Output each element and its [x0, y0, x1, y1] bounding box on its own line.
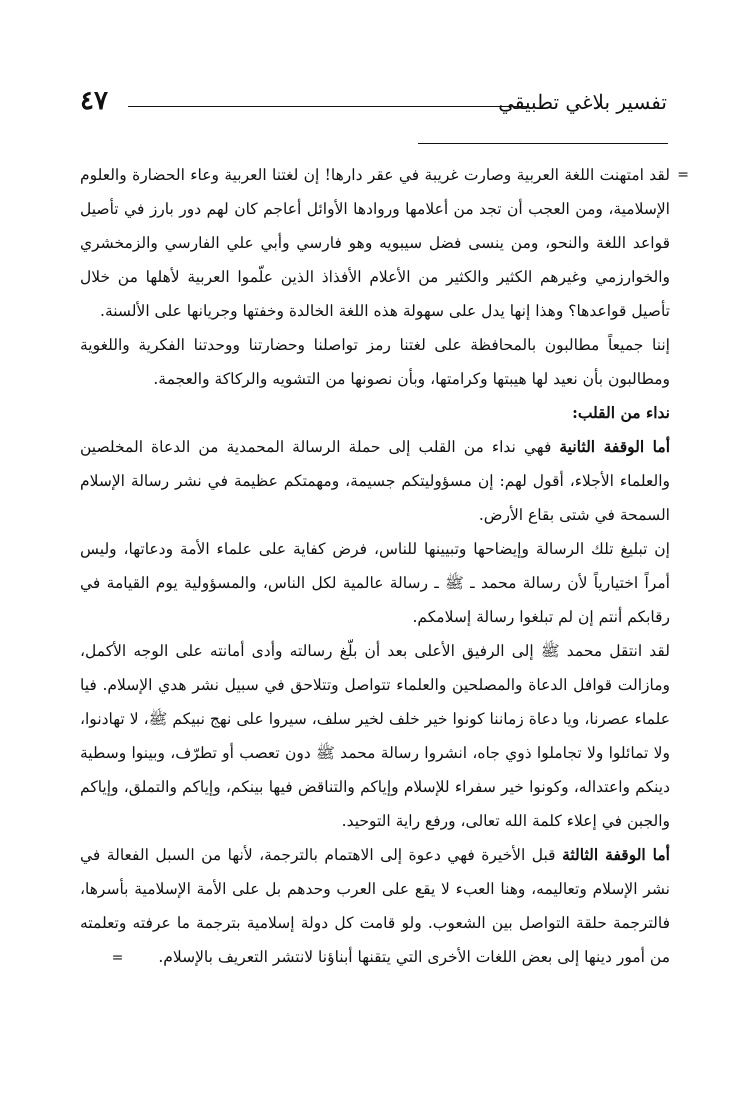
paragraph-1-text: لقد امتهنت اللغة العربية وصارت غريبة في عقر دارها! إن لغتنا العربية وعاء الحضارة والعلوم الإسلامية، ومن العجب أن تجد من أعلامها وروادها الأوائل أعاجم كان لهم دور بارز في تأصيل قواعد اللغة والنحو، ومن ينسى فضل سيبويه وهو فارسي وأبي علي الفارسي والزمخشري والخوارزمي وغيرهم الكثير والكثير من الأعلام الأفذاذ الذين علّموا العربية لأهلها من خلال تأصيل قواعدها؟ وهذا إنها يدل على سهولة هذه اللغة الخالدة وخفتها وجريانها على الألسنة. — [80, 166, 670, 320]
main-text — [80, 158, 689, 975]
continuation-marker: = — [677, 167, 689, 183]
paragraph-3-lead: أما الوقفة الثانية — [559, 437, 670, 456]
paragraph-1 — [80, 158, 689, 328]
section-heading: نداء من القلب: — [572, 403, 670, 422]
book-title: تفسير بلاغي تطبيقي — [498, 90, 667, 114]
paragraph-3-text: فهي نداء من القلب إلى حملة الرسالة المحمدية من الدعاة المخلصين والعلماء الأجلاء، أقول لهم: إن مسؤوليتكم جسيمة، ومهمتكم عظيمة في نشر رسالة الإسلام السمحة في شتى بقاع الأرض. — [80, 438, 670, 524]
end-marker: = — [111, 950, 124, 966]
header-rule — [128, 106, 527, 107]
paragraph-6-text: قبل الأخيرة فهي دعوة إلى الاهتمام بالترجمة، لأنها من السبل الفعالة في نشر الإسلام وتعاليمه، وهنا العبء لا يقع على العرب وحدهم بل على الأمة الإسلامية بأسرها، فالترجمة حلقة التواصل بين الشعوب. ولو قامت كل دولة إسلامية بترجمة ما عرفته وتعلمته من أمور دينها إلى بعض اللغات الأخرى التي يتقنها أبناؤنا لانتشر التعريف بالإسلام. — [80, 846, 670, 966]
paragraph-2: إننا جميعاً مطالبون بالمحافظة على لغتنا رمز تواصلنا وحضارتنا ووحدتنا الفكرية واللغوية ومطالبون بأن نعيد لها هيبتها وكرامتها، وبأن نصونها من التشويه والركاكة والعجمة. — [80, 336, 670, 388]
paragraph-6 — [80, 838, 670, 975]
paragraph-3 — [80, 430, 670, 532]
paragraph-5: لقد انتقل محمد ﷺ إلى الرفيق الأعلى بعد أن بلّغ رسالته وأدى أمانته على الوجه الأكمل، ومازالت قوافل الدعاة والمصلحين والعلماء تتواصل وتتلاحق في سبيل نشر هدي الإسلام. فيا علماء عصرنا، ويا دعاة زماننا كونوا خير خلف لخير سلف، سيروا على نهج نبيكم ﷺ، لا تهادنوا، ولا تمائلوا ولا تجاملوا ذوي جاه، انشروا رسالة محمد ﷺ دون تعصب أو تطرّف، وبينوا وسطية دينكم واعتداله، وكونوا خير سفراء للإسلام وإياكم والتناقض فيها بينكم، وإياكم والتملق، وإياكم والجبن في إعلاء كلمة الله تعالى، ورفع راية التوحيد. — [80, 642, 670, 830]
paragraph-4: إن تبليغ تلك الرسالة وإيضاحها وتبيينها للناس، فرض كفاية على علماء الأمة ودعاتها، وليس أمراً اختيارياً لأن رسالة محمد ـ ﷺ ـ رسالة عالمية لكل الناس، والمسؤولية يوم القيامة في رقابكم أنتم إن لم تبلغوا رسالة إسلامكم. — [80, 540, 670, 626]
paragraph-6-lead: أما الوقفة الثالثة — [562, 845, 670, 864]
separator-rule — [418, 143, 668, 144]
page-number: ٤٧ — [80, 86, 108, 116]
page-header — [80, 88, 667, 118]
